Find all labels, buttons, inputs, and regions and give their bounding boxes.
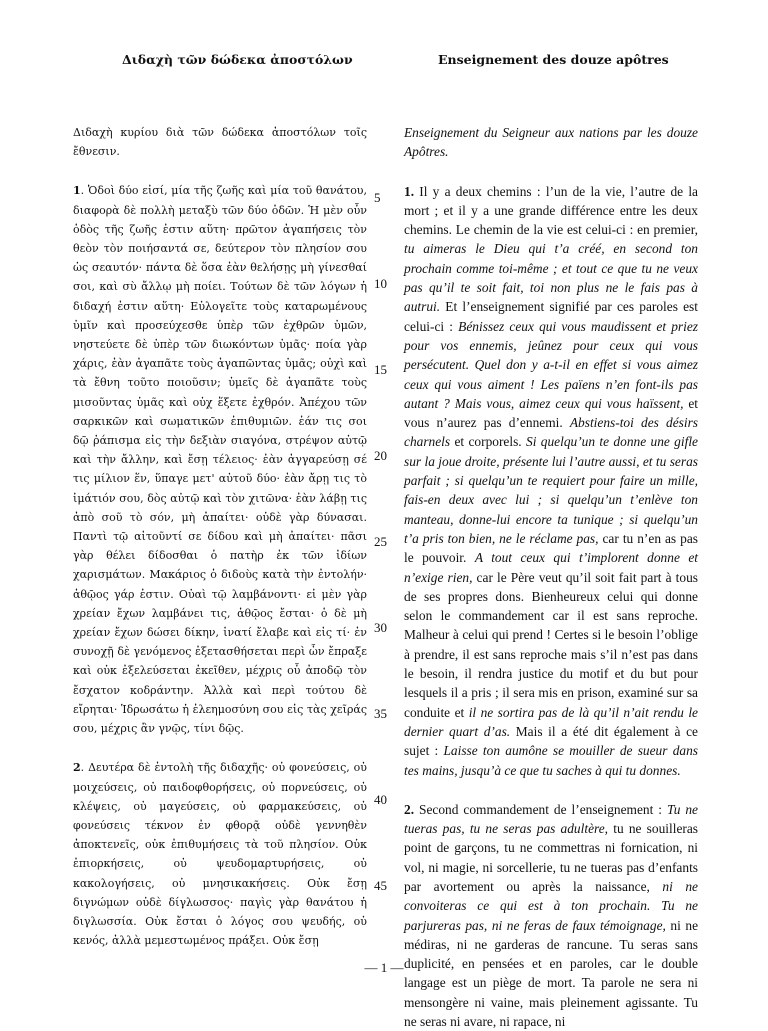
- french-p2-quote-b: Tu ne tueras pas, tu ne seras pas adultère,: [404, 801, 698, 837]
- french-p1-quote-j: A tout ceux qui t’implorent donne et n’exige rien,: [404, 550, 698, 585]
- greek-paragraph-2-text: . Δευτέρα δὲ ἐντολὴ τῆς διδαχῆς· οὐ φονεύσεις, οὐ μοιχεύσεις, οὐ παιδοφθορήσεις, οὐ πορνεύσεις, οὐ κλέψεις, οὐ μαγεύσεις, οὐ φαρμακεύσεις, οὐ φονεύσεις τέκνον ἐν φθορᾷ οὐδὲ γεννηθὲν ἀποκτενεῖς, οὐκ ἐπιθυμήσεις τὰ τοῦ πλησίον. Οὐκ ἐπιορκήσεις, οὐ ψευδομαρτυρήσεις, οὐ κακολογήσεις, οὐ μνησικακήσεις. Οὐκ ἔσῃ διγνώμων οὐδὲ δίγλωσσος· παγὶς γὰρ θανάτου ἡ διγλωσσία. Οὐκ ἔσται ὁ λόγος σου ψευδής, οὐ κενός, ἀλλὰ μεμεστωμένος πράξει. Οὐκ ἔσῃ: [73, 761, 367, 948]
- french-intro: Enseignement du Seigneur aux nations par les douze Apôtres.: [404, 125, 698, 160]
- french-running-title: Enseignement des douze apôtres: [438, 52, 669, 67]
- line-number-35: 35: [374, 706, 387, 721]
- line-number-10: 10: [374, 276, 387, 291]
- page-number: — 1 —: [364, 960, 404, 975]
- french-column: [404, 123, 698, 1031]
- greek-paragraph-1: [73, 181, 367, 738]
- line-number-5: 5: [374, 190, 381, 205]
- french-p1-quote-b: tu aimeras le Dieu qui t’a créé, en second ton prochain comme toi-même ; et tout ce que tu ne veux pas qu’il te soit fait, toi non plus ne le fais pas à autrui.: [404, 241, 698, 315]
- greek-paragraph-1-text: . Ὁδοὶ δύο εἰσί, μία τῆς ζωῆς καὶ μία τοῦ θανάτου, διαφορὰ δὲ πολλὴ μεταξὺ τῶν δύο ὁδῶν. Ἡ μὲν οὖν ὁδὸς τῆς ζωῆς ἐστιν αὕτη· πρῶτον ἀγαπήσεις τὸν θεὸν τὸν ποιήσαντά σε, δεύτερον τὸν πλησίον σου ὡς σεαυτόν· πάντα δὲ ὅσα ἐὰν θελήσῃς μὴ γίνεσθαί σοι, καὶ σὺ ἄλλῳ μὴ ποίει. Τούτων δὲ τῶν λόγων ἡ διδαχή ἐστιν αὕτη· Εὐλογεῖτε τοὺς καταρωμένους ὑμῖν καὶ προσεύχεσθε ὑπὲρ τῶν ἐχθρῶν ὑμῶν, νηστεύετε δὲ ὑπὲρ τῶν διωκόντων ὑμᾶς· ποία γὰρ χάρις, ἐὰν ἀγαπᾶτε τοὺς ἀγαπῶντας ὑμᾶς; οὐχὶ καὶ τὰ ἔθνη τοῦτο ποιοῦσιν; ὑμεῖς δὲ ἀγαπᾶτε τοὺς μισοῦντας ὑμᾶς καὶ οὐχ ἕξετε ἐχθρόν. Ἀπέχου τῶν σαρκικῶν καὶ σωματικῶν ἐπιθυμιῶν. ἐάν τις σοι δῷ ῥάπισμα εἰς τὴν δεξιὰν σιαγόνα, στρέψον αὐτῷ καὶ τὴν ἄλλην, καὶ ἔσῃ τέλειος· ἐὰν ἀγγαρεύσῃ σέ τις μίλιον ἕν, ὕπαγε μετ' αὐτοῦ δύο· ἐὰν ἄρῃ τις τὸ ἱμάτιόν σου, δὸς αὐτῷ καὶ τὸν χιτῶνα· ἐὰν λάβῃ τις ἀπὸ σοῦ τὸ σόν, μὴ ἀπαίτει· οὐδὲ γὰρ δύνασαι. Παντὶ τῷ αἰτοῦντί σε δίδου καὶ μὴ ἀπαίτει· πᾶσι γὰρ θέλει δίδοσθαι ὁ πατὴρ ἐκ τῶν ἰδίων χαρισμάτων. Μακάριος ὁ διδοὺς κατὰ τὴν ἐντολήν· ἀθῷος γάρ ἐστιν. Οὐαὶ τῷ λαμβάνοντι· εἰ μὲν γὰρ χρείαν ἔχων λαμβάνει τις, ἀθῷος ἔσται· ὁ δὲ μὴ χρείαν ἔχων δώσει δίκην, ἱνατί ἔλαβε καὶ εἰς τί· ἐν συνοχῇ δὲ γενόμενος ἐξετασθήσεται περὶ ὧν ἔπραξε καὶ οὐκ ἐξελεύσεται ἐκεῖθεν, μέχρις οὗ ἀποδῷ τὸν ἔσχατον κοδράντην. Ἀλλὰ καὶ περὶ τούτου δὲ εἴρηται· Ἱδρωσάτω ἡ ἐλεημοσύνη σου εἰς τὰς χεῖράς σου, μέχρις ἂν γνῷς, τίνι δῷς.: [73, 184, 367, 736]
- french-p1-text-c: Et l’enseignement signifié par ces paroles est celui-ci :: [404, 299, 698, 334]
- french-p2-text-e: ni ne médiras, ni ne garderas de rancune. Tu seras sans duplicité, en pensées et en paroles, car le double langage est un piège de mort. Ta parole ne sera ni mensongère ni vaine, mais pleinement agissante. Tu ne seras ni avare, ni rapace, ni: [404, 917, 699, 1030]
- line-number-20: 20: [374, 448, 387, 463]
- line-number-25: 25: [374, 534, 387, 549]
- greek-running-title: Διδαχὴ τῶν δώδεκα ἀποστόλων: [122, 52, 353, 67]
- french-p2-text-c: tu ne souilleras point de garçons, tu ne commettras ni fornication, ni vol, ni magie, ni sorcellerie, tu ne tueras pas d’enfants par avortement ou après la naissance,: [404, 821, 699, 894]
- line-number-30: 30: [374, 620, 387, 635]
- line-number-45: 45: [374, 878, 387, 893]
- french-paragraph-1-number: 1.: [404, 183, 415, 199]
- french-paragraph-2-number: 2.: [404, 801, 415, 817]
- french-p1-quote-f: Abstiens-toi des désirs charnels: [404, 415, 698, 450]
- line-number-15: 15: [374, 362, 387, 377]
- greek-paragraph-2-number: 2: [73, 761, 81, 775]
- french-p2-text-a: Second commandement de l’enseignement :: [414, 801, 667, 817]
- line-number-40: 40: [374, 792, 387, 807]
- french-p1-text-e: et vous n’aurez pas d’ennemi.: [404, 395, 698, 431]
- french-p1-text-g: et corporels.: [450, 434, 527, 450]
- french-paragraph-1: [404, 182, 698, 780]
- greek-intro: Διδαχὴ κυρίου διὰ τῶν δώδεκα ἀποστόλων τοῖς ἔθνεσιν.: [73, 126, 367, 159]
- french-p2-quote-d: ni ne convoiteras ce qui est à ton prochain. Tu ne parjureras pas, ni ne feras de faux témoignage,: [404, 878, 698, 933]
- french-p1-text-a: Il y a deux chemins : l’un de la vie, l’autre de la mort ; et il y a une grande différence entre les deux chemins. Le chemin de la vie est celui-ci : en premier,: [404, 183, 698, 238]
- french-p1-text-i: car tu n’en as pas le pouvoir.: [404, 530, 698, 566]
- greek-paragraph-1-number: 1: [73, 184, 81, 198]
- french-p1-quote-n: Laisse ton aumône se mouiller de sueur dans tes mains, jusqu’à ce que tu saches à qui tu donnes.: [404, 743, 698, 778]
- french-p1-quote-h: Si quelqu’un te donne une gifle sur la joue droite, présente lui l’autre aussi, et tu seras parfait ; si quelqu’un te requiert pour faire un mille, fais-en deux avec lui ; si quelqu’un t’enlève ton manteau, donne-lui encore ta tunique ; si quelqu’un t’a pris ton bien, ne le réclame pas,: [404, 434, 698, 546]
- french-p1-text-k: car le Père veut qu’il soit fait part à tous de ses propres dons. Bienheureux celui qui donne selon le commandement car il est sans reproche. Malheur à celui qui prend ! Certes si le besoin l’oblige à prendre, il est sans reproche mais s’il n’est pas dans le besoin, il rendra justice du motif et du but pour lesquels il a pris ; il sera mis en prison, examiné sur sa conduite et: [404, 569, 698, 720]
- french-p1-quote-d: Bénissez ceux qui vous maudissent et priez pour vos ennemis, jeûnez pour ceux qui vous persécutent. Quel don y a-t-il en effet si vous aimez ceux qui vous aiment ! Les païens n’en font-ils pas autant ? Mais vous, aimez ceux qui vous haïssent,: [404, 318, 698, 411]
- greek-column: [73, 123, 367, 950]
- french-p1-text-m: Mais il a été dit également à ce sujet :: [404, 723, 698, 759]
- greek-paragraph-2: [73, 758, 367, 950]
- french-p1-quote-l: il ne sortira pas de là qu’il n’ait rendu le dernier quart d’as.: [404, 704, 698, 739]
- french-paragraph-2: [404, 800, 698, 1031]
